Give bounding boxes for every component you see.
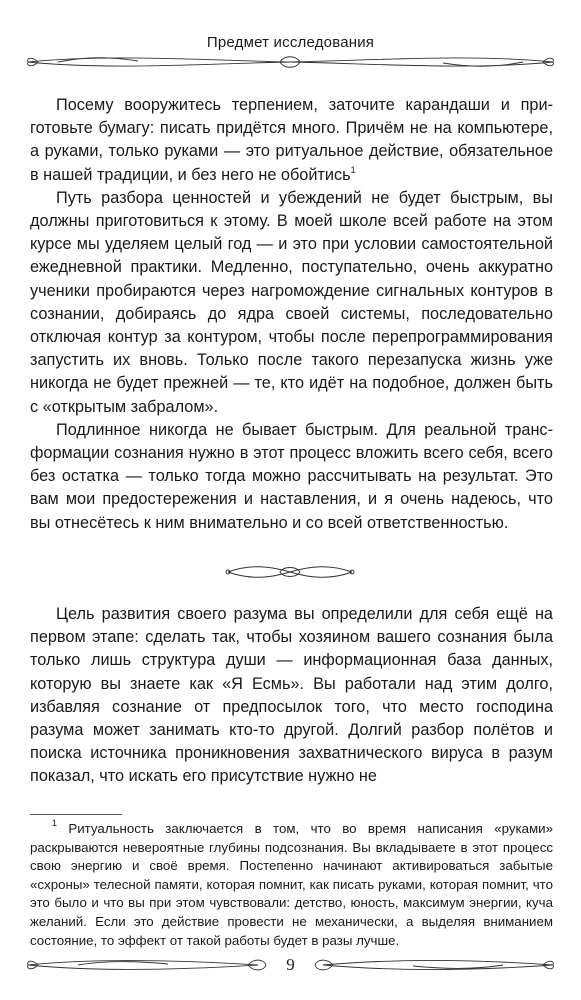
footnote-marker: 1 [52, 818, 58, 828]
paragraph: Цель развития своего разума вы определили для себя ещё на первом этапе: сделать так, чтобы хозяином вашего сознания была только лишь структура души — информационная база данных, которую вы знаете как «Я Есмь». Вы работали над этим долго, избавляя сознание от предпосылок того, что место господина разума может занимать кто-то другой. Долгий разбор полётов и поиска источника проникновения захватнического вируса в разум показал, что искать его присутствие нужно не [30, 605, 553, 786]
paragraph: Путь разбора ценностей и убеждений не будет быстрым, вы должны приготовиться к этому. В моей школе всей работе на этом курсе мы уделяем целый год — и это при условии самостоятельной ежедневной практики. Медленно, поступательно, очень аккуратно ученики пробираются через нагромождение сигнальных контуров в сознании, добираясь до ядра своей системы, последовательно отключая контур за контуром, чтобы после перепрограммирования запустить их вновь. Только после такого перезапуска жизнь уже никогда не будет прежней — те, кто идёт на подобное, должен быть с «открытым забралом». [30, 188, 553, 416]
page-number: 9 [286, 955, 295, 974]
running-header-title: Предмет исследования [206, 34, 375, 51]
main-text-section-1 [30, 94, 553, 535]
footnote-divider [30, 814, 122, 815]
paragraph: Подлинное никогда не бывает быстрым. Для реальной трансформации сознания нужно в этот процесс вложить всего себя, всего без остатка — только тогда можно рассчитывать на результат. Это вам мои предостережения и наставления, и я очень надеюсь, что вы отнесётесь к ним внимательно и со всей ответственностью. [30, 420, 553, 532]
footnote-reference[interactable]: 1 [350, 164, 356, 175]
main-text-section-2 [30, 603, 553, 789]
footnote [30, 820, 553, 950]
footnote-text: $^1$ Ритуальность заключается в том, что во время написания «руками» раскрываются невероятные глубины подсознания. Вы вкладываете в этот процесс свою энергию и своё время. Постепенно начинают активироваться забытые «схроны» телесной памяти, которая помнит, как писать руками, которая помнит, что это было и что вы при этом чувствовали: детство, юность, максимум энергии, куча желаний. Если это действие провести не механически, а выделяя вниманием состояние, то эффект от такой работы будет в разы лучше. [30, 818, 553, 948]
paragraph: Посему вооружитесь терпением, заточите карандаши и приготовьте бумагу: писать придётся много. Причём не на компьютере, а руками, только руками — это ритуальное действие, обязательное в нашей традиции, и без него не обойтись$^1$ [30, 96, 553, 184]
header-flourish-icon [18, 50, 563, 74]
section-divider-flourish-icon [220, 561, 360, 583]
